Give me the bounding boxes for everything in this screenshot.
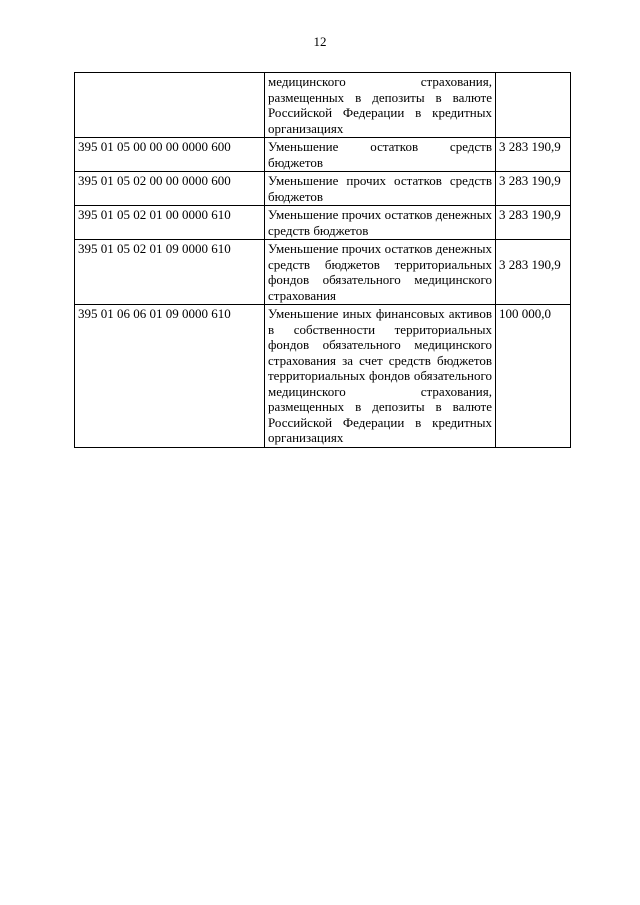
item-name-cell: Уменьшение прочих остатков средств бюджетов [265,172,496,206]
table-row [75,240,571,305]
item-name-cell: Уменьшение остатков средств бюджетов [265,138,496,172]
budget-code-cell: 395 01 05 02 00 00 0000 600 [75,172,265,206]
table-row [75,206,571,240]
page-number: 12 [313,34,327,49]
budget-sources-table [74,72,571,448]
table-row [75,172,571,206]
budget-code-cell [75,73,265,138]
budget-code-cell: 395 01 05 02 01 09 0000 610 [75,240,265,305]
amount-cell: 3 283 190,9 [496,172,571,206]
budget-code-cell: 395 01 05 02 01 00 0000 610 [75,206,265,240]
amount-cell: 100 000,0 [496,305,571,448]
amount-cell: 3 283 190,9 [496,240,571,305]
table-row [75,305,571,448]
item-name-cell: Уменьшение иных финансовых активов в собственности территориальных фондов обязательного медицинского страхования за счет средств бюджетов территориальных фондов обязательного медицинского страхования, размещенных в депозиты в валюте Российской Федерации в кредитных организациях [265,305,496,448]
budget-code-cell: 395 01 06 06 01 09 0000 610 [75,305,265,448]
item-name-cell: медицинского страхования, размещенных в депозиты в валюте Российской Федерации в кредитных организациях [265,73,496,138]
table-row [75,73,571,138]
budget-code-cell: 395 01 05 00 00 00 0000 600 [75,138,265,172]
amount-cell: 3 283 190,9 [496,206,571,240]
amount-cell [496,73,571,138]
item-name-cell: Уменьшение прочих остатков денежных средств бюджетов территориальных фондов обязательного медицинского страхования [265,240,496,305]
table-row [75,138,571,172]
amount-cell: 3 283 190,9 [496,138,571,172]
item-name-cell: Уменьшение прочих остатков денежных средств бюджетов [265,206,496,240]
